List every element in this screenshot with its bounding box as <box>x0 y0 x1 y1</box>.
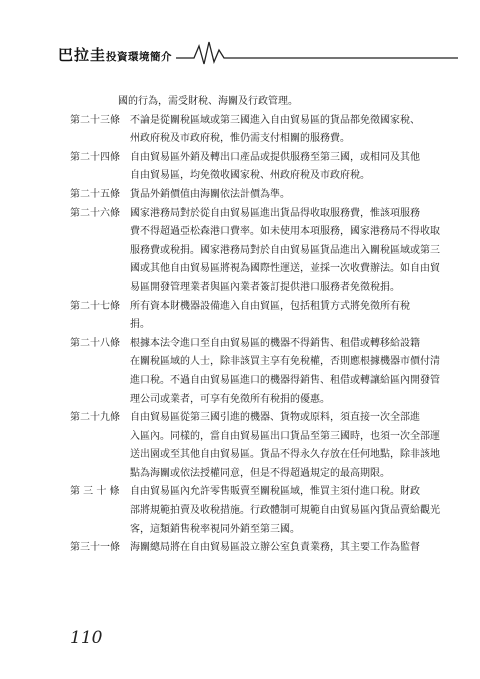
article-line: 服務費或稅捐。國家港務局對於自由貿易區貨品進出入關稅區域或第三 <box>130 244 440 256</box>
article-line: 在關稅區域的人士，除非該買主享有免稅權，否則應根據機器市價付清 <box>130 356 440 368</box>
article-label: 第二十九條 <box>70 412 120 424</box>
article-label: 第 三 十 條 <box>70 486 120 498</box>
article-line: 部將規範拍賣及收稅措施。行政體制可規範自由貿易區內貨品賣給觀光 <box>130 505 440 517</box>
article-line: 送出園或至其他自由貿易區。貨品不得永久存放在任何地點，除非該地 <box>130 449 440 461</box>
article-paragraph <box>70 335 440 409</box>
article-first-line: 國家港務局對於從自由貿易區進出貨品得收取服務費，惟該項服務 <box>130 207 420 219</box>
continuation-line: 國的行為，需受財稅、海關及行政管理。 <box>118 96 298 107</box>
article-first-line: 海關總局將在自由貿易區設立辦公室負責業務，其主要工作為監督 <box>130 542 420 554</box>
article-line: 客，這類銷售稅率視同外銷至第三國。 <box>130 523 300 535</box>
article-label: 第二十八條 <box>70 337 120 349</box>
article-label: 第二十三條 <box>70 114 120 126</box>
article-first-line: 貨品外銷價值由海關依法計價為準。 <box>130 188 290 200</box>
article-paragraph <box>70 483 440 539</box>
article-paragraph <box>70 539 420 558</box>
article-paragraph <box>70 205 440 298</box>
article-line: 自由貿易區，均免徵收國家稅、州政府稅及市政府稅。 <box>130 170 370 182</box>
header-title <box>58 44 172 65</box>
running-header <box>58 36 458 66</box>
article-line: 費不得超過亞松森港口費率。如未使用本項服務，國家港務局不得收取 <box>130 226 440 238</box>
article-label: 第二十六條 <box>70 207 120 219</box>
article-line: 州政府稅及市政府稅，惟仍需支付相關的服務費。 <box>130 133 350 145</box>
article-first-line: 自由貿易區從第三國引進的機器、貨物或原料，須直接一次全部進 <box>130 412 420 424</box>
page-number: 110 <box>70 628 103 648</box>
article-first-line: 自由貿易區外銷及轉出口產品或提供服務至第三國，或相同及其他 <box>130 151 420 163</box>
article-paragraph <box>70 112 420 149</box>
article-paragraph <box>70 149 420 186</box>
article-first-line: 根據本法令進口至自由貿易區的機器不得銷售、租借或轉移給設籍 <box>130 337 420 349</box>
article-paragraph <box>70 186 420 205</box>
heartbeat-wave-icon <box>176 36 458 66</box>
article-line: 入區內。同樣的，當自由貿易區出口貨品至第三國時，也須一次全部運 <box>130 430 440 442</box>
article-label: 第二十四條 <box>70 151 120 163</box>
article-label: 第二十七條 <box>70 300 120 312</box>
article-line: 理公司或業者，可享有免徵所有稅捐的優惠。 <box>130 393 330 405</box>
article-label: 第三十一條 <box>70 542 120 554</box>
article-first-line: 所有資本財機器設備進入自由貿區，包括租賃方式將免徵所有稅 <box>130 300 410 312</box>
article-first-line: 不論是從關稅區域或第三國進入自由貿易區的貨品都免徵國家稅、 <box>130 114 420 126</box>
article-line: 進口稅。不過自由貿易區進口的機器得銷售、租借或轉讓給區內開發管 <box>130 374 440 386</box>
header-title-main: 巴拉圭 <box>58 46 107 64</box>
article-line: 易區開發管理業者與區內業者簽訂提供港口服務者免徵稅捐。 <box>130 281 400 293</box>
article-paragraph <box>70 409 440 483</box>
article-paragraph <box>70 298 420 335</box>
document-body <box>70 93 440 558</box>
article-line: 國或其他自由貿易區將視為國際性運送，並採一次收費辦法。如自由貿 <box>130 263 440 275</box>
article-label: 第二十五條 <box>70 188 120 200</box>
article-line: 點為海關或依法授權同意，但是不得超過規定的最高期限。 <box>130 467 390 479</box>
article-line: 捐。 <box>130 319 150 331</box>
article-first-line: 自由貿易區內允許零售販賣至關稅區域，惟買主須付進口稅。財政 <box>130 486 420 498</box>
header-title-sub: 投資環境簡介 <box>106 51 173 63</box>
